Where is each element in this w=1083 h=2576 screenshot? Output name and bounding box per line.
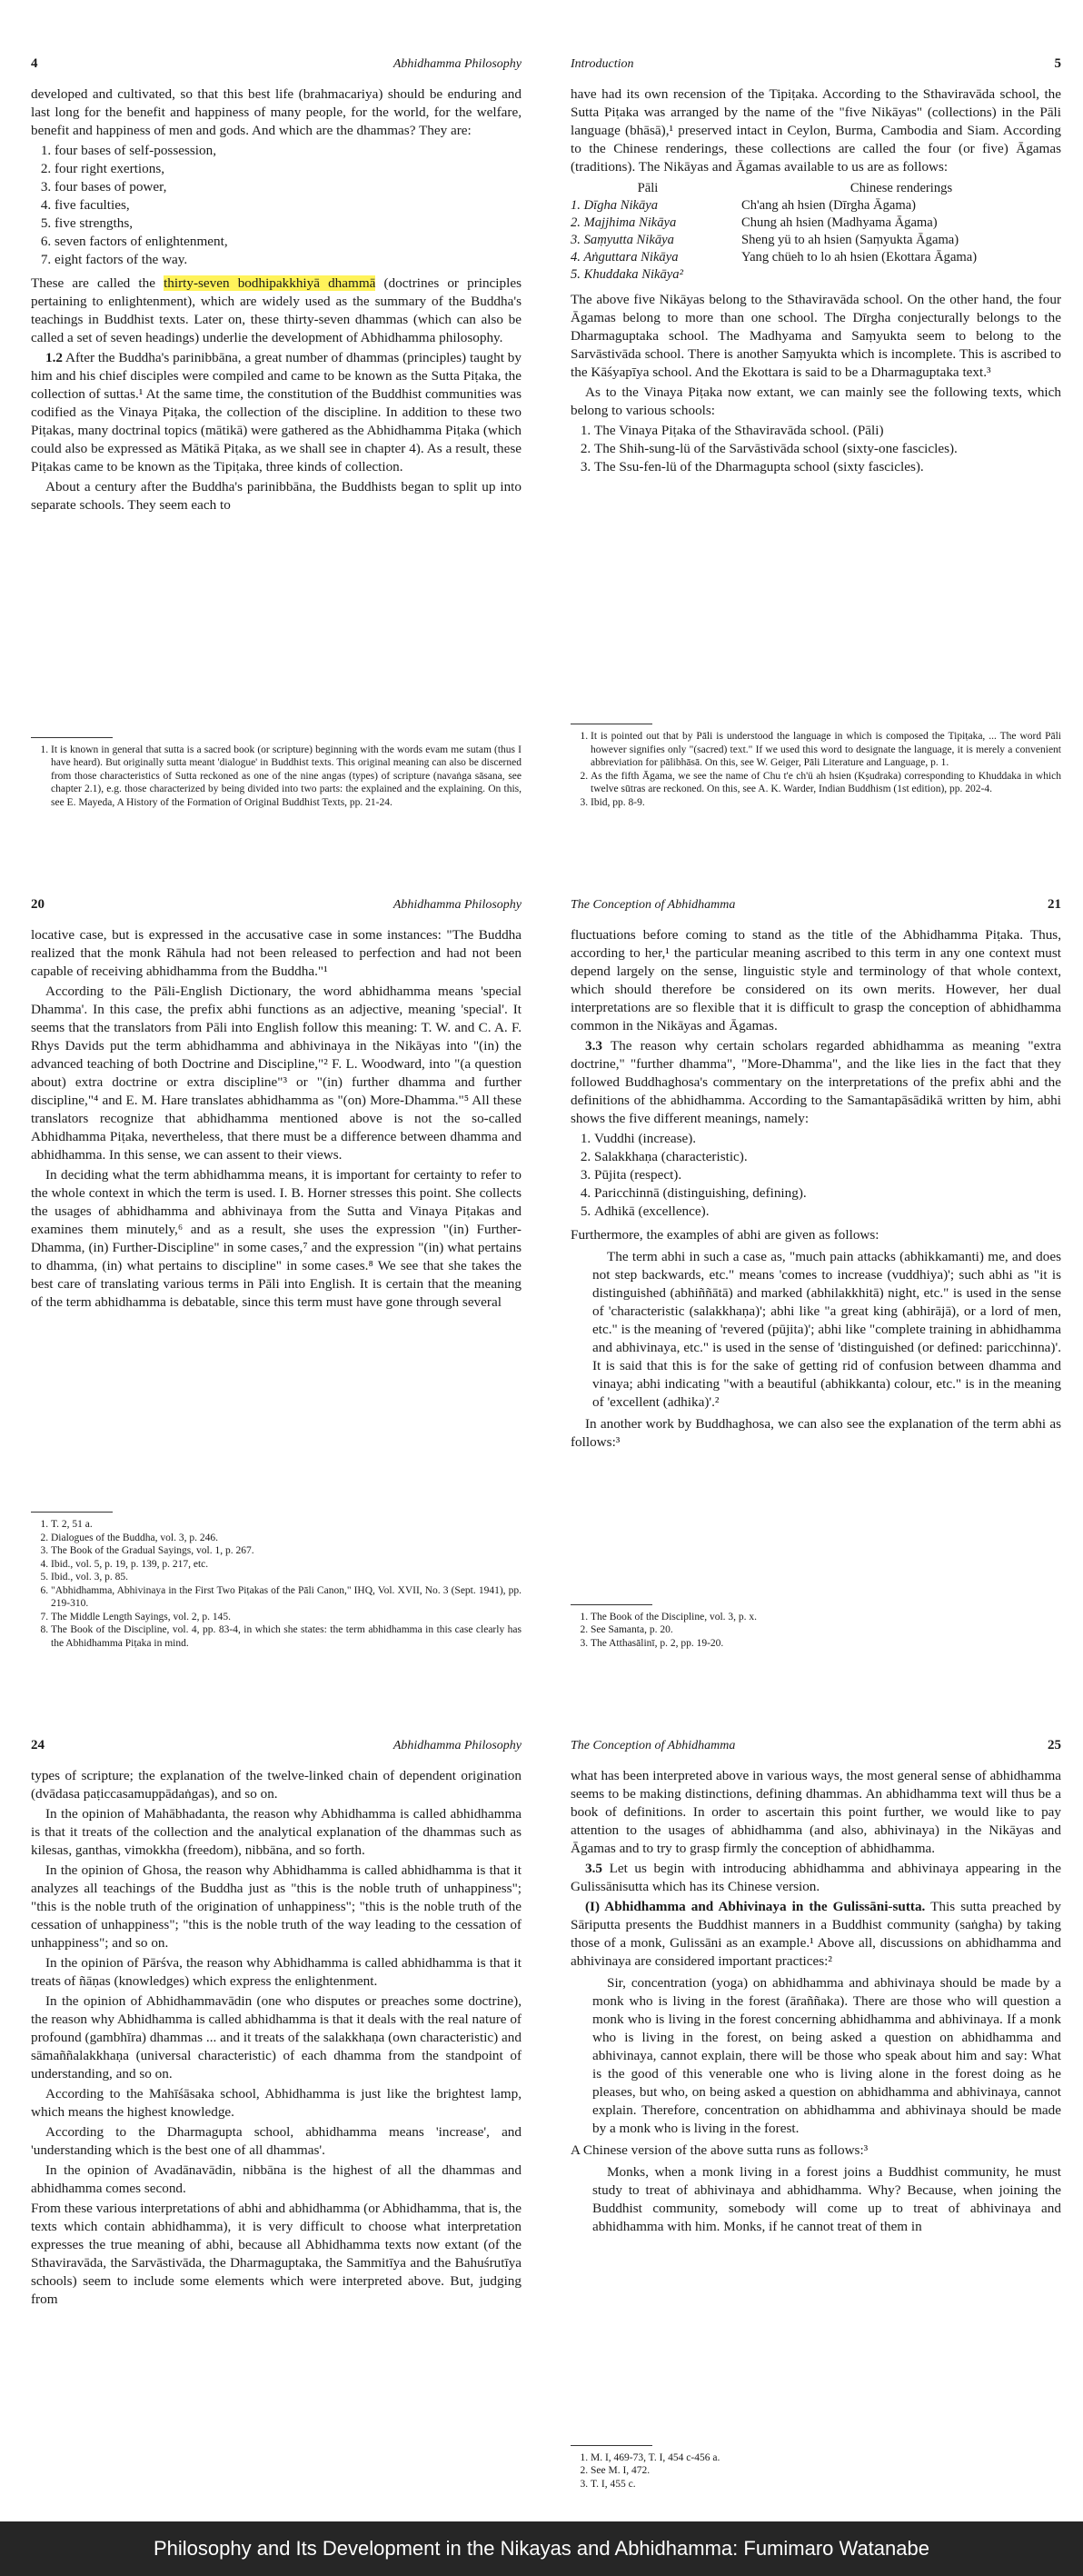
footnote: 7. The Middle Length Sayings, vol. 2, p. 145.	[51, 1611, 522, 1624]
paragraph: According to the Dharmagupta school, abhidhamma means 'increase', and 'understanding which is the best one of all dhammas'.	[31, 2124, 522, 2158]
paragraph: types of scripture; the explanation of the twelve-linked chain of dependent origination (dvādasa paṭiccasamuppādaṅgas), and so on.	[31, 1768, 522, 1802]
footnote: 6. "Abhidhamma, Abhivinaya in the First Two Piṭakas of the Pāli Canon," IHQ, Vol. XVII, No. 3 (Sept. 1941), pp. 219-310.	[51, 1584, 522, 1611]
block-quote	[592, 2163, 1061, 2236]
table-cell: Ch'ang ah hsien (Dīrgha Āgama)	[741, 198, 917, 213]
page-4	[31, 55, 522, 809]
table-cell: 2. Majjhima Nikāya	[571, 215, 677, 230]
quote-text: Sir, concentration (yoga) on abhidhamma and abhivinaya should be made by a monk who is living in the forest (āraññaka). There are those who will question a monk who is living in the forest concerning abhidhamma and abhivinaya. If a monk who is living in the forest, on being asked a question on abhidhamma and abhivinaya, cannot explain, there will be those who speak about him and say: What is the good of this venerable one who is living alone in the forest doing as he pleases, but who, on being asked a question on abhidhamma and abhivinaya, cannot explain. Therefore, concentration on abhidhamma and abhivinaya should be made by a monk who is living in the forest.	[592, 1975, 1061, 2136]
running-head	[31, 55, 522, 73]
footnote: 1. The Book of the Discipline, vol. 3, p. x.	[591, 1611, 1061, 1624]
paragraph: The above five Nikāyas belong to the Sthaviravāda school. On the other hand, the four Āgamas belong to more than one school. The Dīrgha conjecturally belongs to the Dharmaguptaka school. The Madhyama and Saṃyukta seem to belong to the Sarvāstivāda school. There is another Saṃyukta which is incomplete. This is ascribed to the Kāśyapīya school. And the Ekottara is said to be a Dharmaguptaka text.³	[571, 292, 1061, 380]
table-header: Chinese renderings	[850, 181, 953, 195]
running-title: The Conception of Abhidhamma	[571, 1739, 736, 1752]
page-number: 4	[31, 56, 38, 71]
footnote-rule	[31, 1512, 113, 1513]
paragraph: In another work by Buddhaghosa, we can also see the explanation of the term abhi as follows:³	[571, 1416, 1061, 1450]
paragraph: About a century after the Buddha's parinibbāna, the Buddhists began to split up into separate schools. They seem each to	[31, 479, 522, 513]
table-header: Pāli	[637, 181, 659, 195]
paragraph: fluctuations before coming to stand as the title of the Abhidhamma Piṭaka. Thus, according to her,¹ the particular meaning ascribed to this term in any one context must depend largely on the sense, linguistic style and terminology of that whole context, which should therefore be considered on its own merits. However, her dual interpretations are so flexible that it is difficult to grasp the conception of abhidhamma common in the Nikāyas and Āgamas.	[571, 927, 1061, 1033]
footnote-rule	[571, 2445, 652, 2446]
table-cell: 1. Dīgha Nikāya	[571, 198, 659, 213]
dhamma-list	[31, 142, 522, 269]
table-cell: Chung ah hsien (Madhyama Āgama)	[741, 215, 938, 230]
page-number: 24	[31, 1738, 45, 1752]
paragraph	[571, 1037, 1061, 1128]
footnote: 3. The Atthasālinī, p. 2, pp. 19-20.	[591, 1637, 1061, 1651]
section-number: 3.3	[585, 1038, 602, 1053]
list-item: 3. The Ssu-fen-lü of the Dharmagupta school (sixty fascicles).	[594, 458, 1061, 476]
block-quote	[592, 1248, 1061, 1412]
table-cell	[741, 266, 1061, 284]
vinaya-list	[571, 422, 1061, 476]
list-item: 5. Adhikā (excellence).	[594, 1203, 1061, 1221]
running-title: Abhidhamma Philosophy	[392, 898, 522, 912]
caption-text: Philosophy and Its Development in the Nikayas and Abhidhamma: Fumimaro Watanabe	[154, 2537, 929, 2560]
footnote: 1. M. I, 469-73, T. I, 454 c-456 a.	[591, 2451, 1061, 2465]
footnote: 3. T. I, 455 c.	[591, 2478, 1061, 2491]
page-25	[571, 1736, 1061, 2491]
list-item: 2. The Shih-sung-lü of the Sarvāstivāda school (sixty-one fascicles).	[594, 440, 1061, 458]
running-head	[31, 895, 522, 914]
table-cell: 3. Saṃyutta Nikāya	[571, 233, 674, 247]
list-item: 1. four bases of self-possession,	[55, 142, 522, 160]
list-item: 5. five strengths,	[55, 215, 522, 233]
subsection-heading: (I) Abhidhamma and Abhivinaya in the Gulissāni-sutta.	[585, 1899, 926, 1914]
footnotes	[31, 1506, 522, 1650]
block-quote	[592, 1974, 1061, 2138]
paragraph: what has been interpreted above in various ways, the most general sense of abhidhamma seems to be making distinctions, defining dhammas. An abhidhamma text will thus be a book of definitions. In order to ascertain this point further, we would like to pay attention to the usages of abhidhamma (and also, abhivinaya) in the Nikāyas and Āgamas and to try to grasp firmly the conception of abhidhamma.	[571, 1768, 1061, 1856]
paragraph: Furthermore, the examples of abhi are given as follows:	[571, 1227, 879, 1243]
table-cell: 4. Aṅguttara Nikāya	[571, 250, 679, 265]
caption-bar	[0, 2521, 1083, 2576]
running-title: Abhidhamma Philosophy	[392, 57, 522, 71]
list-item: 3. four bases of power,	[55, 178, 522, 196]
footnote: 1. It is pointed out that by Pāli is understood the language in which is composed the Tipiṭaka, ... The word Pāli however signifies only "(sacred) text." If we used this word to designate the language, it is merely a convenient abbreviation for pālibhāsā. On this, see W. Geiger, Pāli Literature and Language, p. 1.	[591, 730, 1061, 770]
text-run: These are called the	[31, 275, 164, 291]
paragraph: have had its own recension of the Tipiṭaka. According to the Sthaviravāda school, the Sutta Piṭaka was arranged by the name of the "five Nikāyas" (collections) in the Pāli language (bhāsā),¹ preserved intact in Ceylon, Burma, Cambodia and Siam. According to the Chinese renderings, these collections are called the four (or five) Āgamas (traditions). The Nikāyas and Āgamas available to us are as follows:	[571, 86, 1061, 175]
footnotes	[571, 718, 1061, 809]
abhi-meanings-list	[571, 1130, 1061, 1221]
footnote: 5. Ibid., vol. 3, p. 85.	[51, 1571, 522, 1584]
footnote-rule	[571, 1604, 652, 1605]
page-number: 21	[1048, 897, 1061, 912]
page-number: 25	[1048, 1738, 1061, 1752]
running-head	[571, 55, 1061, 73]
page-number: 5	[1054, 56, 1061, 71]
footnote: 1. T. 2, 51 a.	[51, 1518, 522, 1532]
footnotes	[571, 2440, 1061, 2491]
text-run: Let us begin with introducing abhidhamma and abhivinaya appearing in the Gulissānisutta which has its Chinese version.	[571, 1861, 1061, 1894]
table-cell: Sheng yü to ah hsien (Saṃyukta Āgama)	[741, 233, 959, 247]
footnote: 1. It is known in general that sutta is a sacred book (or scripture) beginning with the words evam me sutam (thus I have heard). But originally sutta meant 'dialogue' in Buddhist texts. This original meaning can also be discerned from those characteristics of Sutta reckoned as one of the nine angas (types) of scripture (navaṅga sāsana, see chapter 2.1), e.g. those characterized by being divided into two parts: the explained and the explaining. On this, see E. Mayeda, A History of the Formation of Original Buddhist Texts, pp. 21-24.	[51, 744, 522, 810]
paragraph	[31, 349, 522, 476]
page-number: 20	[31, 897, 45, 912]
running-head	[571, 895, 1061, 914]
paragraph: developed and cultivated, so that this best life (brahmacariya) should be enduring and last long for the benefit and happiness of many people, for the world, for the welfare, benefit and happiness of men and gods. And which are the dhammas? They are:	[31, 86, 522, 138]
list-item: 2. Salakkhaṇa (characteristic).	[594, 1148, 1061, 1166]
spread-pages-4-5	[0, 0, 1083, 823]
list-item: 3. Pūjita (respect).	[594, 1166, 1061, 1184]
paragraph: In deciding what the term abhidhamma means, it is important for certainty to refer to the whole context in which the term is used. I. B. Horner stresses this point. She collects the usages of abhidhamma and abhivinaya from the Sutta and Vinaya Piṭakas and examines them minutely,⁶ and as a result, she uses the expression "(in) Further-Dhamma, (in) Further-Discipline" in some cases,⁷ and the expression "(in) what pertains to dhamma, (in) what pertains to discipline" in some cases.⁸ We see that she takes the best care of translating various terms in Pāli into English. It is certain that the meaning of the term abhidhamma is debatable, since this term must have gone through several	[31, 1167, 522, 1310]
footnotes	[31, 732, 522, 810]
footnote-rule	[31, 737, 113, 738]
quote-text: Monks, when a monk living in a forest joins a Buddhist community, he must study to treat of abhivinaya and abhidhamma. Why? Because, when joining the Buddhist community, somebody will come up to treat of abhivinaya and abhidhamma with him. Monks, if he cannot treat of them in	[592, 2164, 1061, 2234]
quote-text: The term abhi in such a case as, "much pain attacks (abhikkamanti) me, and does not step backwards, etc." means 'comes to increase (vuddhiya)'; such abhi as "it is distinguished (abhiññātā) and marked (abhilakkhitā) night, etc." is used in the sense of 'characteristic (salakkhaṇa)'; abhi like "a great king (abhirājā), or a lord of men, etc." is the meaning of 'revered (pūjita)'; abhi like "complete training in abhidhamma and abhivinaya, etc." is used in the sense of 'distinguished (or defined: paricchinna)'. It is said that this is for the sake of getting rid of confusion between dhamma and vinaya; abhi indicating "with a beautiful (abhikkanta) colour, etc." is in the meaning of 'excellent (adhika)'.²	[592, 1249, 1061, 1410]
paragraph: From these various interpretations of abhi and abhidhamma (or Abhidhamma, that is, the texts which contain abhidhamma), it is very difficult to choose what interpretation expresses the true meaning of abhi, because all Abhidhamma texts now extant (of the Sthaviravāda, the Sarvāstivāda, the Dharmaguptaka, the Sammitīya and the Bahuśrutīya schools) seem to include some elements which were interpreted above. But, judging from	[31, 2201, 522, 2307]
paragraph: In the opinion of Pārśva, the reason why Abhidhamma is called abhidhamma is that it treats of ñāṇas (knowledges) which express the enlightenment.	[31, 1955, 522, 1989]
text-run: The reason why certain scholars regarded abhidhamma as meaning "extra doctrine," "further dhamma", "More-Dhamma", and the like lies in the fact that they followed Buddhaghosa's commentary on the interpretations of the prefix abhi and the definitions of the abhidhamma. According to the Samantapāsādikā written by him, abhi shows the five different meanings, namely:	[571, 1038, 1061, 1126]
footnotes	[571, 1599, 1061, 1651]
list-item: 4. five faculties,	[55, 196, 522, 215]
page-21	[571, 895, 1061, 1650]
footnote: 3. Ibid, pp. 8-9.	[591, 796, 1061, 810]
paragraph: A Chinese version of the above sutta runs as follows:³	[571, 2142, 869, 2158]
footnote: 2. As the fifth Āgama, we see the name of Chu t'e ch'ü ah hsien (Kṣudraka) corresponding to Khuddaka in which twelve sūtras are reckoned. On this, see A. K. Warder, Indian Buddhism (1st edition), pp. 202-4.	[591, 770, 1061, 796]
running-head	[31, 1736, 522, 1754]
table-cell: 5. Khuddaka Nikāya²	[571, 267, 683, 282]
paragraph: In the opinion of Mahābhadanta, the reason why Abhidhamma is called abhidhamma is that it treats of the collection and the analytical explanation of the dhammas such as kilesas, ganthas, vimokkha (freedom), nibbāna, and so forth.	[31, 1806, 522, 1858]
spread-pages-20-21	[0, 841, 1083, 1668]
footnote: 4. Ibid., vol. 5, p. 19, p. 139, p. 217, etc.	[51, 1558, 522, 1572]
list-item: 1. The Vinaya Piṭaka of the Sthaviravāda school. (Pāli)	[594, 422, 1061, 440]
list-item: 1. Vuddhi (increase).	[594, 1130, 1061, 1148]
paragraph: According to the Mahīśāsaka school, Abhidhamma is just like the brightest lamp, which means the highest knowledge.	[31, 2086, 522, 2120]
page-5	[571, 55, 1061, 809]
list-item: 7. eight factors of the way.	[55, 251, 522, 269]
list-item: 2. four right exertions,	[55, 160, 522, 178]
footnote: 2. See M. I, 472.	[591, 2464, 1061, 2478]
section-number: 3.5	[585, 1861, 602, 1876]
footnote: 2. Dialogues of the Buddha, vol. 3, p. 246.	[51, 1532, 522, 1545]
paragraph: In the opinion of Ghosa, the reason why Abhidhamma is called abhidhamma is that it analyzes all teachings of the Buddha just as "this is the noble truth of unhappiness"; "this is the noble truth of the origination of unhappiness"; "this is the noble truth of the cessation of unhappiness"; "this is the noble truth of the way leading to the cessation of unhappiness"; and so on.	[31, 1862, 522, 1951]
running-head	[571, 1736, 1061, 1754]
footnote: 2. See Samanta, p. 20.	[591, 1623, 1061, 1637]
list-item: 4. Paricchinnā (distinguishing, defining).	[594, 1184, 1061, 1203]
paragraph	[31, 275, 522, 347]
paragraph: As to the Vinaya Piṭaka now extant, we can mainly see the following texts, which belong to various schools:	[571, 384, 1061, 418]
page-20	[31, 895, 522, 1650]
paragraph: locative case, but is expressed in the accusative case in some instances: "The Buddha realized that the monk Rāhula had not been released to perfection and had not been capable of receiving abhidhamma from the Buddha."¹	[31, 927, 522, 979]
spread-pages-24-25	[0, 1682, 1083, 2513]
running-title: The Conception of Abhidhamma	[571, 898, 736, 912]
running-title: Introduction	[571, 57, 634, 71]
list-item: 6. seven factors of enlightenment,	[55, 233, 522, 251]
running-title: Abhidhamma Philosophy	[392, 1739, 522, 1752]
text-run: After the Buddha's parinibbāna, a great number of dhammas (principles) taught by him and his chief disciples were compiled and came to be known as the Sutta Piṭaka, the collection of suttas.¹ At the same time, the constitution of the Buddhist communities was codified as the Vinaya Piṭaka, the collection of the discipline. In addition to these two Piṭakas, many doctrinal topics (mātikā) were gathered as the Abhidhamma Piṭaka (which could also be expressed as Mātikā Piṭaka, as we shall see in chapter 4). As a result, these Piṭakas came to be known as the Tipiṭaka, three kinds of collection.	[31, 350, 522, 474]
highlighted-text: thirty-seven bodhipakkhiyā dhammā	[164, 275, 376, 291]
paragraph	[571, 1860, 1061, 1896]
text-run: (doctrines or principles pertaining to enlightenment), which are widely used as the summary of the Buddha's teachings in Buddhist texts. Later on, these thirty-seven dhammas (which can also be called a set of seven headings) underlie the development of Abhidhamma philosophy.	[31, 275, 522, 345]
paragraph: In the opinion of Avadānavādin, nibbāna is the highest of all the dhammas and abhidhamma comes second.	[31, 2162, 522, 2196]
text-run: This sutta preached by Sāriputta presents the Buddhist manners in a Buddhist community (saṅgha) by taking those of a monk, Gulissāni as an example.¹ Above all, discussions on abhidhamma and abhivinaya are considered important practices:²	[571, 1899, 1061, 1969]
page-24	[31, 1736, 522, 2491]
paragraph	[571, 1898, 1061, 1971]
paragraph: In the opinion of Abhidhammavādin (one who disputes or preaches some doctrine), the reason why Abhidhamma is called abhidhamma is that it deals with the real nature of profound (gambhīra) dhammas ... and it treats of the salakkhaṇa (own characteristic) and sāmaññalakkhaṇa (universal characteristic) of each dhamma from the standpoint of understanding, and so on.	[31, 1993, 522, 2082]
footnote: 3. The Book of the Gradual Sayings, vol. 1, p. 267.	[51, 1544, 522, 1558]
nikaya-agama-table	[571, 180, 1061, 284]
paragraph: According to the Pāli-English Dictionary, the word abhidhamma means 'special Dhamma'. In this case, the prefix abhi functions as an adjective, meaning 'special'. It seems that the translators from Pāli into English follow this meaning: T. W. and C. A. F. Rhys Davids put the term abhidhamma and abhivinaya in the Nikāyas into "(in) the advanced teaching of both Doctrine and Discipline,"² F. L. Woodward, into "(a question about) extra doctrine or extra discipline"³ or "(in) further dhamma and further discipline,"⁴ and E. M. Hare translates abhidhamma as "(on) More-Dhamma."⁵ All these translators recognize that abhidhamma mentioned above is not the so-called Abhidhamma Piṭaka, nevertheless, that there must be a difference between dhamma and abhidhamma. In this sense, we can assent to their views.	[31, 983, 522, 1163]
footnote: 8. The Book of the Discipline, vol. 4, pp. 83-4, in which she states: the term abhidhamma in this case clearly has the Abhidhamma Piṭaka in mind.	[51, 1623, 522, 1650]
section-number: 1.2	[45, 350, 63, 365]
table-cell: Yang chüeh to lo ah hsien (Ekottara Āgama)	[741, 250, 978, 265]
